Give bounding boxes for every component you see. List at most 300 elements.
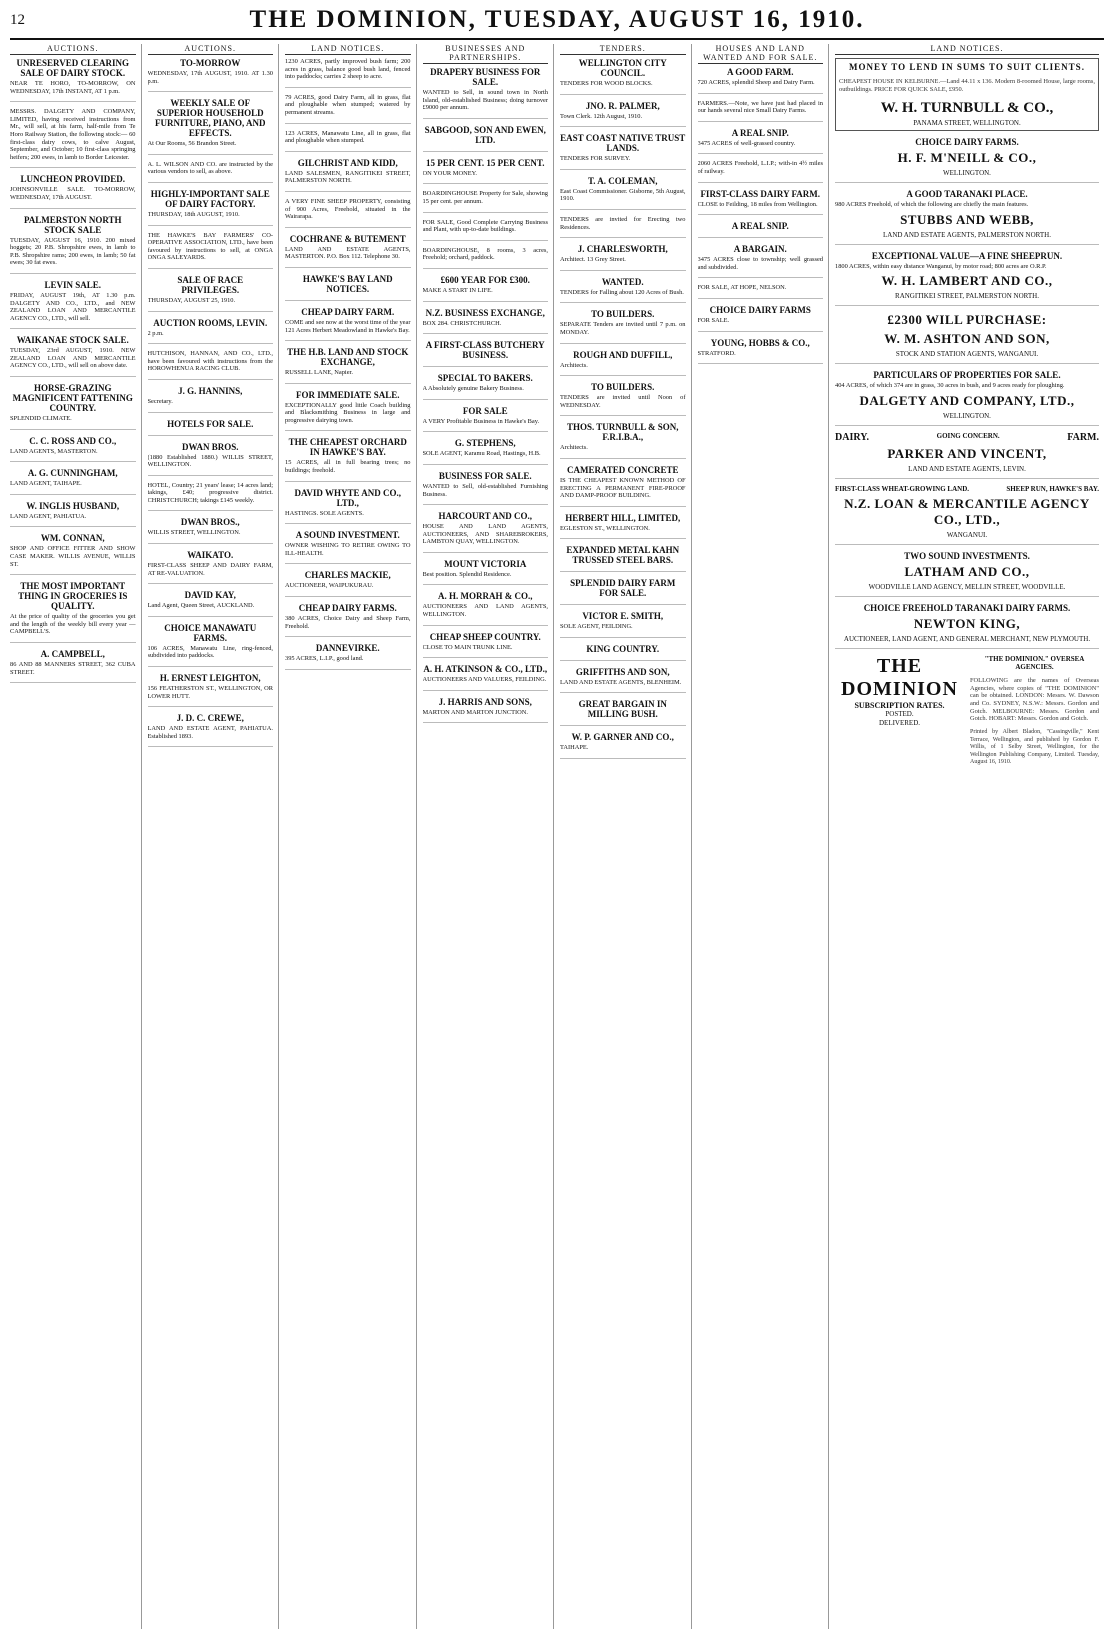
ad-body: LAND AGENTS, MASTERTON. [10,447,98,455]
advertisement [698,67,824,94]
ad-heading: VICTOR E. SMITH, [582,611,664,622]
ad-body: Architect. 13 Grey Street. [560,256,626,264]
ad-body: LAND AND ESTATE AGENT, PAHIATUA. Established 1893. [147,725,273,740]
ad-body: 79 ACRES, good Dairy Farm, all in grass, flat and ploughable when stumped; watered by permanent streams. [285,93,411,116]
advertisement [423,511,549,553]
dominion-title: THE DOMINION [841,654,958,700]
ad-body: MARTON AND MARTON JUNCTION. [422,708,529,716]
ad-heading: HOTELS FOR SALE. [167,418,254,429]
ad-heading: T. A. COLEMAN, [587,175,658,186]
ad-body: NEAR TE HORO, TO-MORROW, ON WEDNESDAY, 17th INSTANT, AT 1 p.m. [10,80,136,95]
column-heading: BUSINESSES AND PARTNERSHIPS. [423,44,549,64]
advertisement [560,422,686,459]
ad-body: BOX 284. CHRISTCHURCH. [422,319,502,327]
ad-body: TENDERS FOR SURVEY. [560,155,631,163]
ad-heading: BUSINESS FOR SALE. [438,470,532,481]
ad-body: Land Agent, Queen Street, AUCKLAND. [147,602,255,610]
ad-heading: A FIRST-CLASS BUTCHERY BUSINESS. [425,340,545,361]
advertisement [698,160,824,182]
advertisement [560,513,686,540]
ad-body: FOR SALE, AT HOPE, NELSON. [697,284,787,292]
parker-address: LAND AND ESTATE AGENTS, LEVIN. [908,464,1026,473]
ad-heading: GRIFFITHS AND SON, [575,666,670,677]
advertisement [698,305,824,332]
advertisement [285,643,411,670]
advertisement [10,58,136,102]
advertisement [148,318,274,345]
ad-heading: A. CAMPBELL, [40,649,105,659]
advertisement [10,383,136,430]
advertisement [423,275,549,302]
advertisement [698,189,824,216]
ad-heading: CHEAP DAIRY FARMS. [298,603,397,614]
masthead [10,6,1104,40]
ad-heading: J. CHARLESWORTH, [577,244,668,255]
advertisement [423,247,549,269]
ad-body: 395 ACRES, L.I.P., good land. [285,655,364,663]
advertisement [285,488,411,525]
advertisement [285,307,411,341]
ad-heading: SABGOOD, SON AND EWEN, LTD. [424,124,546,145]
advertisement [423,406,549,433]
ad-body: LAND AGENT, TAIHAPE. [10,480,82,488]
dominion-footer [835,655,1099,773]
taranaki-text: 980 ACRES Freehold, of which the following are chiefly the main features. [835,200,1029,208]
particulars-heading: PARTICULARS OF PROPERTIES FOR SALE. [873,370,1061,381]
advertisement [698,284,824,299]
ad-body: RUSSELL LANE, Napier. [285,369,353,377]
advertisement [285,234,411,268]
advertisement [560,699,686,726]
turnbull-address: PANAMA STREET, WELLINGTON. [913,118,1021,127]
ad-body: OWNER WISHING TO RETIRE OWING TO ILL-HEALTH. [285,542,411,557]
ad-heading: CHARLES MACKIE, [304,570,391,581]
ad-heading: A SOUND INVESTMENT. [295,530,400,541]
advertisement [560,277,686,304]
advertisement [560,309,686,343]
advertisement [148,232,274,269]
ad-body: LAND SALESMEN, RANGITIKEI STREET, PALMERSTON NORTH. [285,169,411,185]
advertisement [10,280,136,329]
dairy-label: DAIRY. [835,431,870,443]
ad-body: HOUSE AND LAND AGENTS, AUCTIONEERS, AND SHAREBROKERS, LAMBTON QUAY, WELLINGTON. [422,523,548,546]
ad-heading: THE CHEAPEST ORCHARD IN HAWKE'S BAY. [288,437,407,458]
ad-heading: EAST COAST NATIVE TRUST LANDS. [560,133,686,154]
advertisement [148,386,274,413]
ad-body: Town Clerk. 12th August, 1910. [560,112,643,120]
ad-heading: W. P. GARNER AND CO., [571,732,674,743]
advertisement [285,347,411,384]
choice-taranaki-heading: CHOICE FREEHOLD TARANAKI DAIRY FARMS. [863,602,1071,613]
ad-body: At the price of quality of the groceries you get and the length of the weekly bill every year — CAMPBELL'S. [10,613,136,636]
newton-address: AUCTIONEER, LAND AGENT, AND GENERAL MERCHANT, NEW PLYMOUTH. [843,634,1091,643]
newton-name: NEWTON KING, [913,615,1021,631]
ad-body: TUESDAY, AUGUST 16, 1910. 200 mixed hoggets; 20 P.B. Shropshire ewes, in lamb to P.B. Shropshire rams; 200 ewes, in lamb; 50 fat ewes; 30 fat ewes. [10,236,136,267]
advertisement [423,340,549,367]
ad-heading: CHEAP SHEEP COUNTRY. [429,631,541,642]
advertisement [423,125,549,152]
ad-body: STRATFORD. [697,349,736,357]
ad-heading: H. ERNEST LEIGHTON, [159,673,261,684]
newspaper-title: THE DOMINION, TUESDAY, AUGUST 16, 1910. [249,6,865,33]
advertisement [560,101,686,128]
advertisement [10,649,136,683]
advertisement [560,176,686,210]
going-concern-label: GOING CONCERN. [936,431,1000,440]
two-sound-ad [835,551,1099,597]
ad-body: TENDERS are invited for Erecting two Residences. [560,215,686,231]
ad-body: HUTCHISON, HANNAN, AND CO., LTD., have been favoured with instructions from the HOROWHENUA RACING CLUB. [147,350,273,373]
advertisement [423,591,549,625]
ad-body: EGLESTON ST., WELLINGTON. [560,524,650,532]
advertisement [285,570,411,597]
ad-body: 106 ACRES, Manawatu Line, ring-fenced, subdivided into paddocks. [147,644,273,660]
subscription-heading: SUBSCRIPTION RATES. [854,700,945,710]
advertisement [148,442,274,476]
ad-body: 86 AND 88 MANNERS STREET, 362 CUBA STREET. [10,661,136,676]
advertisement [148,419,274,436]
advertisement [148,673,274,707]
ad-body: A VERY Profitable Business in Hawke's Bay. [422,417,540,425]
ad-body: 3475 ACRES of well-grassed country. [697,139,796,147]
particulars-text: 404 ACRES, of which 374 are in grass, 30 acres in bush, and 9 acres ready for ploughing. [835,382,1065,390]
ad-body: SEPARATE Tenders are invited until 7 p.m. on MONDAY. [560,321,686,336]
ad-body: COME and see now at the worst time of the year 121 Acres Herbert Meadowland in Hawke's Bay. [285,318,411,334]
advertisement [10,533,136,575]
ashton-address: STOCK AND STATION AGENTS, WANGANUI. [895,350,1039,359]
advertisement [698,338,824,365]
ad-heading: DAVID KAY, [184,590,236,601]
ad-body: LAND AND ESTATE AGENTS, BLENHEIM. [560,678,682,686]
advertisement [10,174,136,208]
advertisement [423,308,549,335]
ad-body: 123 ACRES, Manawatu Line, all in grass, flat and ploughable when stumped. [285,129,411,145]
ad-body: TENDERS are invited until Noon of WEDNESDAY. [560,394,686,409]
wheat-sheep-row [835,485,1099,493]
ad-heading: DANNEVIRKE. [315,643,380,654]
advertisement [285,94,411,124]
money-text: CHEAPEST HOUSE IN KELBURNE.—Land 44.11 x 136. Modern 8-roomed House, large rooms, outbuildings. PRICE FOR QUICK SALE, £950. [839,78,1095,93]
ad-heading: GREAT BARGAIN IN MILLING BUSH. [578,699,667,720]
ad-body: A VERY FINE SHEEP PROPERTY, consisting of 900 Acres, Freehold, situated in the Wairarapa. [285,197,411,221]
ad-heading: WAIKANAE STOCK SALE. [16,335,129,346]
ad-heading: A. H. ATKINSON & CO., LTD., [423,664,548,675]
lambert-name: W. H. LAMBERT AND CO., [881,273,1053,289]
advertisement [10,335,136,377]
money-banner: MONEY TO LEND IN SUMS TO SUIT CLIENTS. [849,62,1085,72]
ad-heading: A REAL SNIP. [731,221,789,232]
ad-body: 2060 ACRES Freehold, L.I.P.; with-in 4½ miles of railway. [697,160,823,175]
ad-heading: CHEAP DAIRY FARM. [301,306,395,317]
ad-body: FOR SALE, Good Complete Carrying Business and Plant, with up-to-date buildings. [422,218,548,234]
ad-heading: SPECIAL TO BAKERS. [437,373,533,384]
ad-heading: A GOOD FARM. [726,67,794,77]
stubbs-address: LAND AND ESTATE AGENTS, PALMERSTON NORTH. [882,230,1051,239]
advertisement [560,216,686,238]
ad-body: CLOSE to Feilding, 18 miles from Wellington. [697,200,818,208]
ad-body: LAND AGENT, PAHIATUA. [10,512,87,520]
ad-heading: DAVID WHYTE AND CO., LTD., [294,487,401,508]
ad-body: MAKE A START IN LIFE. [422,286,493,294]
right-column-heading: LAND NOTICES. [835,44,1099,55]
ad-body: LAND AND ESTATE AGENTS, MASTERTON. P.O. Box 112. Telephone 30. [285,245,411,261]
ad-heading: C. C. ROSS AND CO., [29,435,117,446]
ad-body: At Our Rooms, 56 Brandon Street. [147,140,237,148]
advertisement [148,189,274,226]
ad-heading: DWAN BROS., [180,517,240,528]
ad-heading: HARCOURT AND CO., [438,511,533,522]
sheeprun-text: 1800 ACRES, within easy distance Wanganui, by motor road; 800 acres are O.R.P. [835,262,1047,270]
ad-body: ON YOUR MONEY. [422,169,477,177]
column-heading: AUCTIONS. [10,44,136,55]
ad-heading: KING COUNTRY. [586,643,660,654]
advertisement [423,471,549,505]
ad-body: 720 ACRES, splendid Sheep and Dairy Farm. [697,79,815,86]
latham-name: LATHAM AND CO., [904,563,1030,579]
ad-heading: PALMERSTON NORTH STOCK SALE [23,214,122,235]
purchase-ad [835,312,1099,364]
sheeprun-ad [835,251,1099,307]
ad-body: Architects. [560,444,588,452]
ad-heading: CAMERATED CONCRETE [566,464,679,475]
advertisement [560,667,686,694]
ad-body: FOR SALE. [697,316,730,324]
choice-dairy-heading: CHOICE DAIRY FARMS. [915,136,1019,147]
page-number: 12 [10,11,25,28]
column-land-notices [285,44,417,1629]
columns [10,44,1104,1629]
advertisement [423,219,549,241]
ad-heading: TO-MORROW [180,58,241,68]
column-heading: HOUSES AND LAND WANTED AND FOR SALE. [698,44,824,64]
advertisement [560,133,686,170]
dalgety-name: DALGETY AND COMPANY, LTD., [859,392,1075,408]
nzloan-name: N.Z. LOAN & MERCANTILE AGENCY CO., LTD., [844,495,1090,527]
ad-heading: UNRESERVED CLEARING SALE OF DAIRY STOCK. [16,58,129,78]
ad-body: TUESDAY, 23rd AUGUST, 1910. NEW ZEALAND LOAN AND MERCANTILE AGENCY CO., LTD., will sell on above date. [10,347,136,370]
ad-body: HASTINGS. SOLE AGENTS. [285,509,364,517]
ad-heading: EXPANDED METAL KAHN TRUSSED STEEL BARS. [566,545,680,566]
ad-heading: THE MOST IMPORTANT THING IN GROCERIES IS QUALITY. [18,581,128,612]
ad-body: 380 ACRES, Choice Dairy and Sheep Farm, Freehold. [285,615,411,630]
ad-heading: A. H. MORRAH & CO., [438,591,533,602]
ad-heading: LEVIN SALE. [44,279,102,290]
ad-body: WANTED to Sell, in sound town in North Island, old-established Business; doing turnover £9000 per annum. [422,89,548,112]
advertisement [698,100,824,122]
ad-heading: G. STEPHENS, [454,438,516,449]
advertisement [423,697,549,724]
ad-body: WILLIS STREET, WELLINGTON. [147,529,241,537]
ad-heading: 15 PER CENT. 15 PER CENT. [426,157,545,168]
ad-body: AUCTIONEERS AND VALUERS, FEILDING. [422,676,547,684]
ad-heading: JNO. R. PALMER, [585,100,660,111]
ad-heading: A BARGAIN. [733,244,787,255]
ad-body: A Absolutely genuine Bakery Business. [422,385,524,393]
advertisement [148,275,274,312]
advertisement [10,581,136,643]
money-ad [835,58,1099,131]
advertisement [148,482,274,512]
ad-heading: W. INGLIS HUSBAND, [26,500,120,511]
column-businesses [423,44,555,1629]
ad-body: 3475 ACRES close to township; well grassed and subdivided. [697,256,823,271]
taranaki-ad [835,189,1099,245]
ad-heading: HERBERT HILL, LIMITED, [565,512,681,523]
ad-body: BOARDINGHOUSE Property for Sale, showing 15 per cent. per annum. [422,190,548,205]
ad-heading: SPLENDID DAIRY FARM FOR SALE. [570,578,676,599]
advertisement [560,732,686,759]
advertisement [285,437,411,481]
ad-heading: MOUNT VICTORIA [444,558,527,569]
advertisement [285,603,411,637]
ad-heading: TO BUILDERS. [591,309,655,320]
imprint-text: Printed by Albert Bladon, "Cassingville," Kent Terrace, Wellington, and published by Gordon F. Willis, of 1 Selby Street, Wellington, for the Wellington Publishing Company, Limited. Tuesday, August 16, 1910. [970,729,1099,766]
ad-body: TENDERS FOR WOOD BLOCKS. [560,80,653,87]
advertisement [423,190,549,212]
subscription-block [835,655,964,773]
advertisement [423,559,549,586]
ad-heading: WAIKATO. [187,550,234,561]
advertisement [10,436,136,463]
ad-heading: LUNCHEON PROVIDED. [20,174,125,185]
ad-body: MESSRS. DALGETY AND COMPANY, LIMITED, having received instructions from Mr., will sell, at his farm, half-mile from Te Horo Railway Station, the following stock:— 60 first-class dairy cows, to calve August, September, and October; 10 first-class springing heifers; 200 ewes, in lamb to Border Leicester. [10,108,136,161]
ad-body: Secretary. [147,397,173,405]
advertisement [423,632,549,659]
choice-dairy-ad [835,137,1099,183]
advertisement [560,350,686,377]
particulars-ad [835,370,1099,426]
advertisement [423,664,549,691]
ad-body: JOHNSONVILLE SALE. TO-MORROW, WEDNESDAY, 17th AUGUST. [10,186,136,201]
advertisement [423,373,549,400]
ashton-name: W. M. ASHTON AND SON, [884,331,1050,347]
turnbull-name: W. H. TURNBULL & CO., [880,99,1054,116]
ad-heading: TO BUILDERS. [591,382,655,393]
column-auctions-2 [148,44,280,1629]
ad-body: CLOSE TO MAIN TRUNK LINE. [422,643,513,651]
ad-heading: THOS. TURNBULL & SON, F.R.I.B.A., [566,422,679,443]
purchase-heading: £2300 WILL PURCHASE: [887,312,1047,328]
advertisement [560,644,686,661]
advertisement [148,58,274,92]
ad-heading: £600 YEAR FOR £300. [440,274,530,285]
ad-body: IS THE CHEAPEST KNOWN METHOD OF ERECTING A PERMANENT FIRE-PROOF AND DAMP-PROOF BUILDING. [560,476,686,500]
ad-body: 15 ACRES, all in full bearing trees; no buildings; freehold. [285,459,411,475]
ad-heading: WELLINGTON CITY COUNCIL. [578,58,667,78]
advertisement [560,244,686,271]
advertisement [698,244,824,278]
posted-label: POSTED. [885,709,914,718]
ad-heading: HORSE-GRAZING MAGNIFICENT FATTENING COUNTRY. [12,383,133,414]
ad-heading: WANTED. [601,276,644,287]
latham-address: WOODVILLE LAND AGENCY, MELLIN STREET, WOODVILLE. [868,582,1066,591]
ad-heading: FOR SALE [462,405,508,416]
farm-label: FARM. [1067,431,1099,443]
column-heading: TENDERS. [560,44,686,55]
ad-body: Architects. [560,361,588,369]
ad-heading: WM. CONNAN, [40,533,105,544]
ad-heading: DWAN BROS. [181,441,239,452]
ad-heading: FIRST-CLASS DAIRY FARM. [700,188,821,199]
ad-body: AUCTIONEERS AND LAND AGENTS, WELLINGTON. [422,603,548,619]
ad-body: FRIDAY, AUGUST 19th, AT 1.30 p.m. DALGETY AND CO., LTD., and NEW ZEALAND LOAN AND MERCANTILE AGENCY CO., LTD., will sell. [10,291,136,322]
ad-heading: HIGHLY-IMPORTANT SALE OF DAIRY FACTORY. [150,188,270,209]
advertisement [285,198,411,228]
ad-heading: J. D. C. CREWE, [176,713,244,724]
ad-heading: THE H.B. LAND AND STOCK EXCHANGE, [287,347,409,368]
ad-body: TAIHAPE. [560,744,589,752]
ad-body: AUCTIONEER, WAIPUKURAU. [285,582,374,590]
advertisement [10,468,136,495]
advertisement [560,578,686,605]
advertisement [148,517,274,544]
advertisement [148,161,274,183]
column-heading: LAND NOTICES. [285,44,411,55]
column-tenders [560,44,692,1629]
two-sound-heading: TWO SOUND INVESTMENTS. [904,550,1030,561]
advertisement [698,221,824,238]
column-right-panel [835,44,1104,1629]
ad-heading: YOUNG, HOBBS & CO., [710,337,810,348]
ad-heading: COCHRANE & BUTEMENT [289,233,406,244]
advertisement [560,611,686,638]
dairy-concern-row [835,432,1099,443]
advertisement [285,158,411,192]
dairy-concern-ad [835,432,1099,479]
advertisement [148,550,274,584]
ad-body: THURSDAY, AUGUST 25, 1910. [147,296,236,304]
column-heading: AUCTIONS. [148,44,274,55]
ad-body: EXCEPTIONALLY good little Coach building and Blacksmithing Business in large and progressive dairying town. [285,401,411,424]
advertisement [285,530,411,564]
ad-heading: GILCHRIST AND KIDD, [297,157,398,168]
advertisement [10,215,136,274]
advertisement [148,98,274,155]
sheeprun-heading: EXCEPTIONAL VALUE—A FINE SHEEPRUN. [871,250,1063,261]
advertisement [148,623,274,667]
ad-body: FARMERS.—Note, we have just had placed in our hands several nice Small Dairy Farms. [697,99,823,115]
ad-body: WANTED to Sell, old-established Furnishing Business. [422,482,548,498]
ad-body: Best position. Splendid Residence. [422,570,512,578]
ad-heading: J. HARRIS AND SONS, [438,696,532,707]
advertisement [285,58,411,88]
ad-body: A. L. WILSON AND CO. are instructed by the various vendors to sell, as above. [147,160,273,176]
ad-body: WEDNESDAY, 17th AUGUST, 1910. AT 1.30 p.m. [147,70,273,85]
overseas-block [970,655,1099,773]
advertisement [285,130,411,152]
ad-heading: J. G. HANNINS, [178,385,243,396]
overseas-heading: "THE DOMINION." OVERSEA AGENCIES. [984,654,1085,671]
advertisement [148,590,274,617]
advertisement [285,274,411,301]
ad-heading: A. G. CUNNINGHAM, [27,468,118,479]
ad-body: SPLENDID CLIMATE. [10,415,72,423]
dalgety-address: WELLINGTON. [943,411,991,420]
advertisement [423,438,549,465]
ad-body: SOLE AGENT, Karamu Road, Hastings, H.B. [422,450,541,458]
ad-heading: AUCTION ROOMS, LEVIN. [153,317,268,328]
ad-heading: HAWKE'S BAY LAND NOTICES. [302,273,393,294]
ad-body: THE HAWKE'S BAY FARMERS' CO-OPERATIVE ASSOCIATION, LTD., have been favoured by instructions to sell, at ONGA ONGA SALEYARDS. [147,231,273,262]
advertisement [423,158,549,185]
lambert-address: RANGITIKEI STREET, PALMERSTON NORTH. [895,292,1039,301]
parker-name: PARKER AND VINCENT, [887,445,1047,461]
ad-body: TENDERS for Falling about 120 Acres of Bush. [560,288,684,296]
advertisement [10,501,136,528]
ad-heading: CHOICE DAIRY FARMS [709,304,811,315]
advertisement [560,545,686,572]
taranaki-heading: A GOOD TARANAKI PLACE. [906,188,1028,199]
